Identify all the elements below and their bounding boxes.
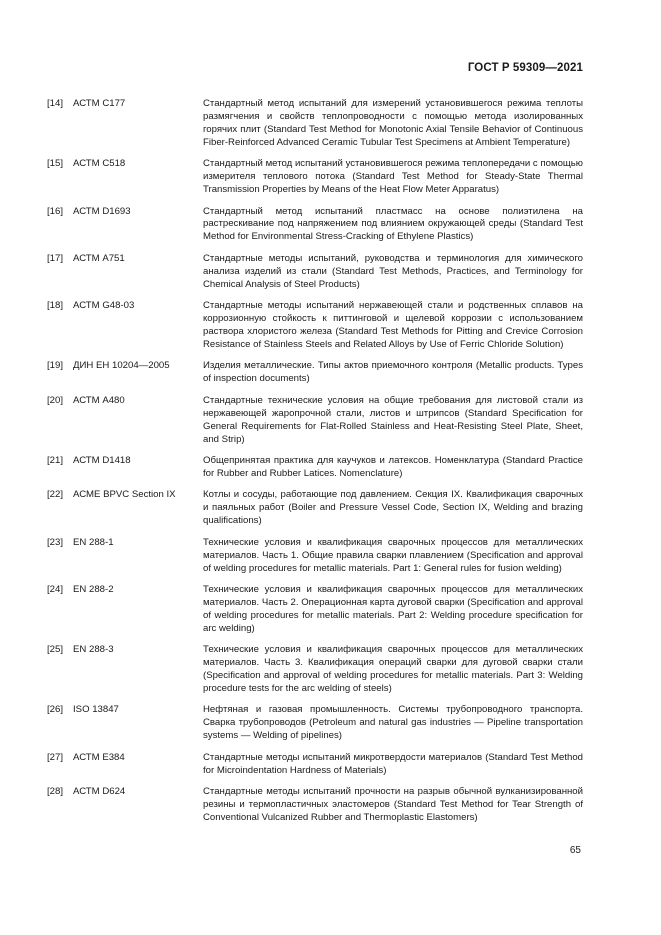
reference-item <box>47 455 583 481</box>
reference-item <box>47 489 583 528</box>
reference-code: EN 288-3 <box>73 644 114 656</box>
reference-description: Стандартные методы испытаний прочности на разрыв обычной вулканизированной резины и термопластичных эластомеров (Standard Test Method for Tear Strength of Conventional Vulcanized Rubber and Thermoplastic Elastomers) <box>203 786 583 823</box>
reference-item <box>47 584 583 636</box>
reference-item <box>47 395 583 447</box>
reference-description: Стандартный метод испытаний установившегося режима теплопередачи с помощью измерителя теплового потока (Standard Test Method for Steady-State Thermal Transmission Properties by Means of the Heat Flow Meter Apparatus) <box>203 158 583 196</box>
reference-number: [20] <box>47 394 64 406</box>
reference-code: АСТМ D624 <box>73 786 126 798</box>
reference-number: [26] <box>47 704 64 716</box>
reference-code: АСТМ A480 <box>73 394 125 406</box>
reference-number: [14] <box>47 98 64 109</box>
reference-code: EN 288-1 <box>73 536 114 548</box>
reference-item <box>47 300 583 352</box>
reference-code: АСТМ G48-03 <box>73 300 135 312</box>
reference-description: Котлы и сосуды, работающие под давлением. Секция IX. Квалификация сварочных и паяльных работ (Boiler and Pressure Vessel Code, Section IX, Welding and brazing qualifications) <box>203 489 583 527</box>
reference-code: АСТМ D1693 <box>73 205 131 217</box>
reference-description: Общепринятая практика для каучуков и латексов. Номенклатура (Standard Practice for Rubber and Rubber Latices. Nomenclature) <box>203 455 583 479</box>
reference-item <box>47 537 583 576</box>
reference-code: ДИН ЕН 10204—2005 <box>73 360 170 372</box>
reference-description: Стандартные технические условия на общие требования для листовой стали из нержавеющей жаропрочной стали, листов и штрипсов (Standard Specification for General Requirements for Flat-Rolled Stainless and Heat-Resisting Steel Plate, Sheet, and Strip) <box>203 394 583 445</box>
reference-description: Стандартные методы испытаний микротвердости материалов (Standard Test Method for Microindentation Hardness of Materials) <box>203 751 583 776</box>
reference-description: Изделия металлические. Типы актов приемочного контроля (Metallic products. Types of inspection documents) <box>203 360 583 385</box>
reference-code: АСМЕ BPVC Section IX <box>73 489 176 501</box>
reference-list <box>47 98 583 834</box>
reference-description: Стандартные методы испытаний нержавеющей стали и родственных сплавов на коррозионную стойкость к питтинговой и щелевой коррозии с использованием раствора хлористого железа (Standard Test Methods for Pitting and Crevice Corrosion Resistance of Stainless Steels and Related Alloys by Use of Ferric Chloride Solution) <box>203 300 583 350</box>
reference-item <box>47 644 583 696</box>
reference-item <box>47 158 583 197</box>
reference-item <box>47 206 583 245</box>
reference-number: [21] <box>47 455 64 466</box>
reference-item <box>47 704 583 743</box>
reference-code: АСТМ C518 <box>73 158 126 170</box>
reference-number: [19] <box>47 360 64 372</box>
reference-number: [18] <box>47 300 64 312</box>
reference-description: Технические условия и квалификация сварочных процессов для металлических материалов. Часть 1. Общие правила сварки плавлением (Specification and approval of welding procedures for metallic materials. Part 1: General rules for fusion welding) <box>203 536 583 574</box>
reference-number: [24] <box>47 584 64 596</box>
page-number: 65 <box>569 845 581 856</box>
reference-code: АСТМ A751 <box>73 252 125 264</box>
reference-item <box>47 253 583 292</box>
document-id: ГОСТ Р 59309—2021 <box>467 62 583 74</box>
reference-number: [27] <box>47 751 64 763</box>
reference-number: [25] <box>47 644 64 656</box>
reference-description: Технические условия и квалификация сварочных процессов для металлических материалов. Часть 2. Операционная карта дуговой сварки (Specification and approval of welding procedures for metallic materials. Part 2: Welding procedure specification for arc welding) <box>203 584 583 634</box>
reference-number: [17] <box>47 252 64 264</box>
reference-item <box>47 360 583 386</box>
reference-description: Нефтяная и газовая промышленность. Системы трубопроводного транспорта. Сварка трубопроводов (Petroleum and natural gas industries — Pipeline transportation systems — Welding of pipelines) <box>203 704 583 742</box>
reference-description: Технические условия и квалификация сварочных процессов для металлических материалов. Часть 3. Квалификация операций сварки для дуговой сварки стали (Specification and approval of welding procedures for metallic materials. Part 3: Welding procedure tests for the arc welding of steels) <box>203 644 583 694</box>
reference-number: [16] <box>47 205 64 217</box>
reference-number: [28] <box>47 786 64 798</box>
reference-description: Стандартный метод испытаний для измерений установившегося режима теплоты размягчения и свойств теплопроводности с помощью метода изолированных горячих плит (Standard Test Method for Monotonic Axial Tensile Behavior of Continuous Fiber-Reinforced Advanced Ceramic Tubular Test Specimens at Ambient Temperature) <box>203 98 583 148</box>
reference-item <box>47 752 583 778</box>
reference-number: [22] <box>47 489 64 501</box>
reference-code: EN 288-2 <box>73 584 114 596</box>
reference-item <box>47 786 583 825</box>
reference-code: АСТМ E384 <box>73 751 125 763</box>
reference-description: Стандартный метод испытаний пластмасс на основе полиэтилена на растрескивание под напряжением под влиянием окружающей среды (Standard Test Method for Environmental Stress-Cracking of Ethylene Plastics) <box>203 205 583 243</box>
reference-code: ISO 13847 <box>73 704 119 716</box>
reference-number: [15] <box>47 158 64 170</box>
reference-number: [23] <box>47 536 64 548</box>
reference-code: АСТМ D1418 <box>73 455 131 466</box>
reference-code: АСТМ C177 <box>73 98 126 109</box>
reference-description: Стандартные методы испытаний, руководства и терминология для химического анализа изделий из стали (Standard Test Methods, Practices, and Terminology for Chemical Analysis of Steel Products) <box>203 252 583 290</box>
reference-item <box>47 98 583 150</box>
